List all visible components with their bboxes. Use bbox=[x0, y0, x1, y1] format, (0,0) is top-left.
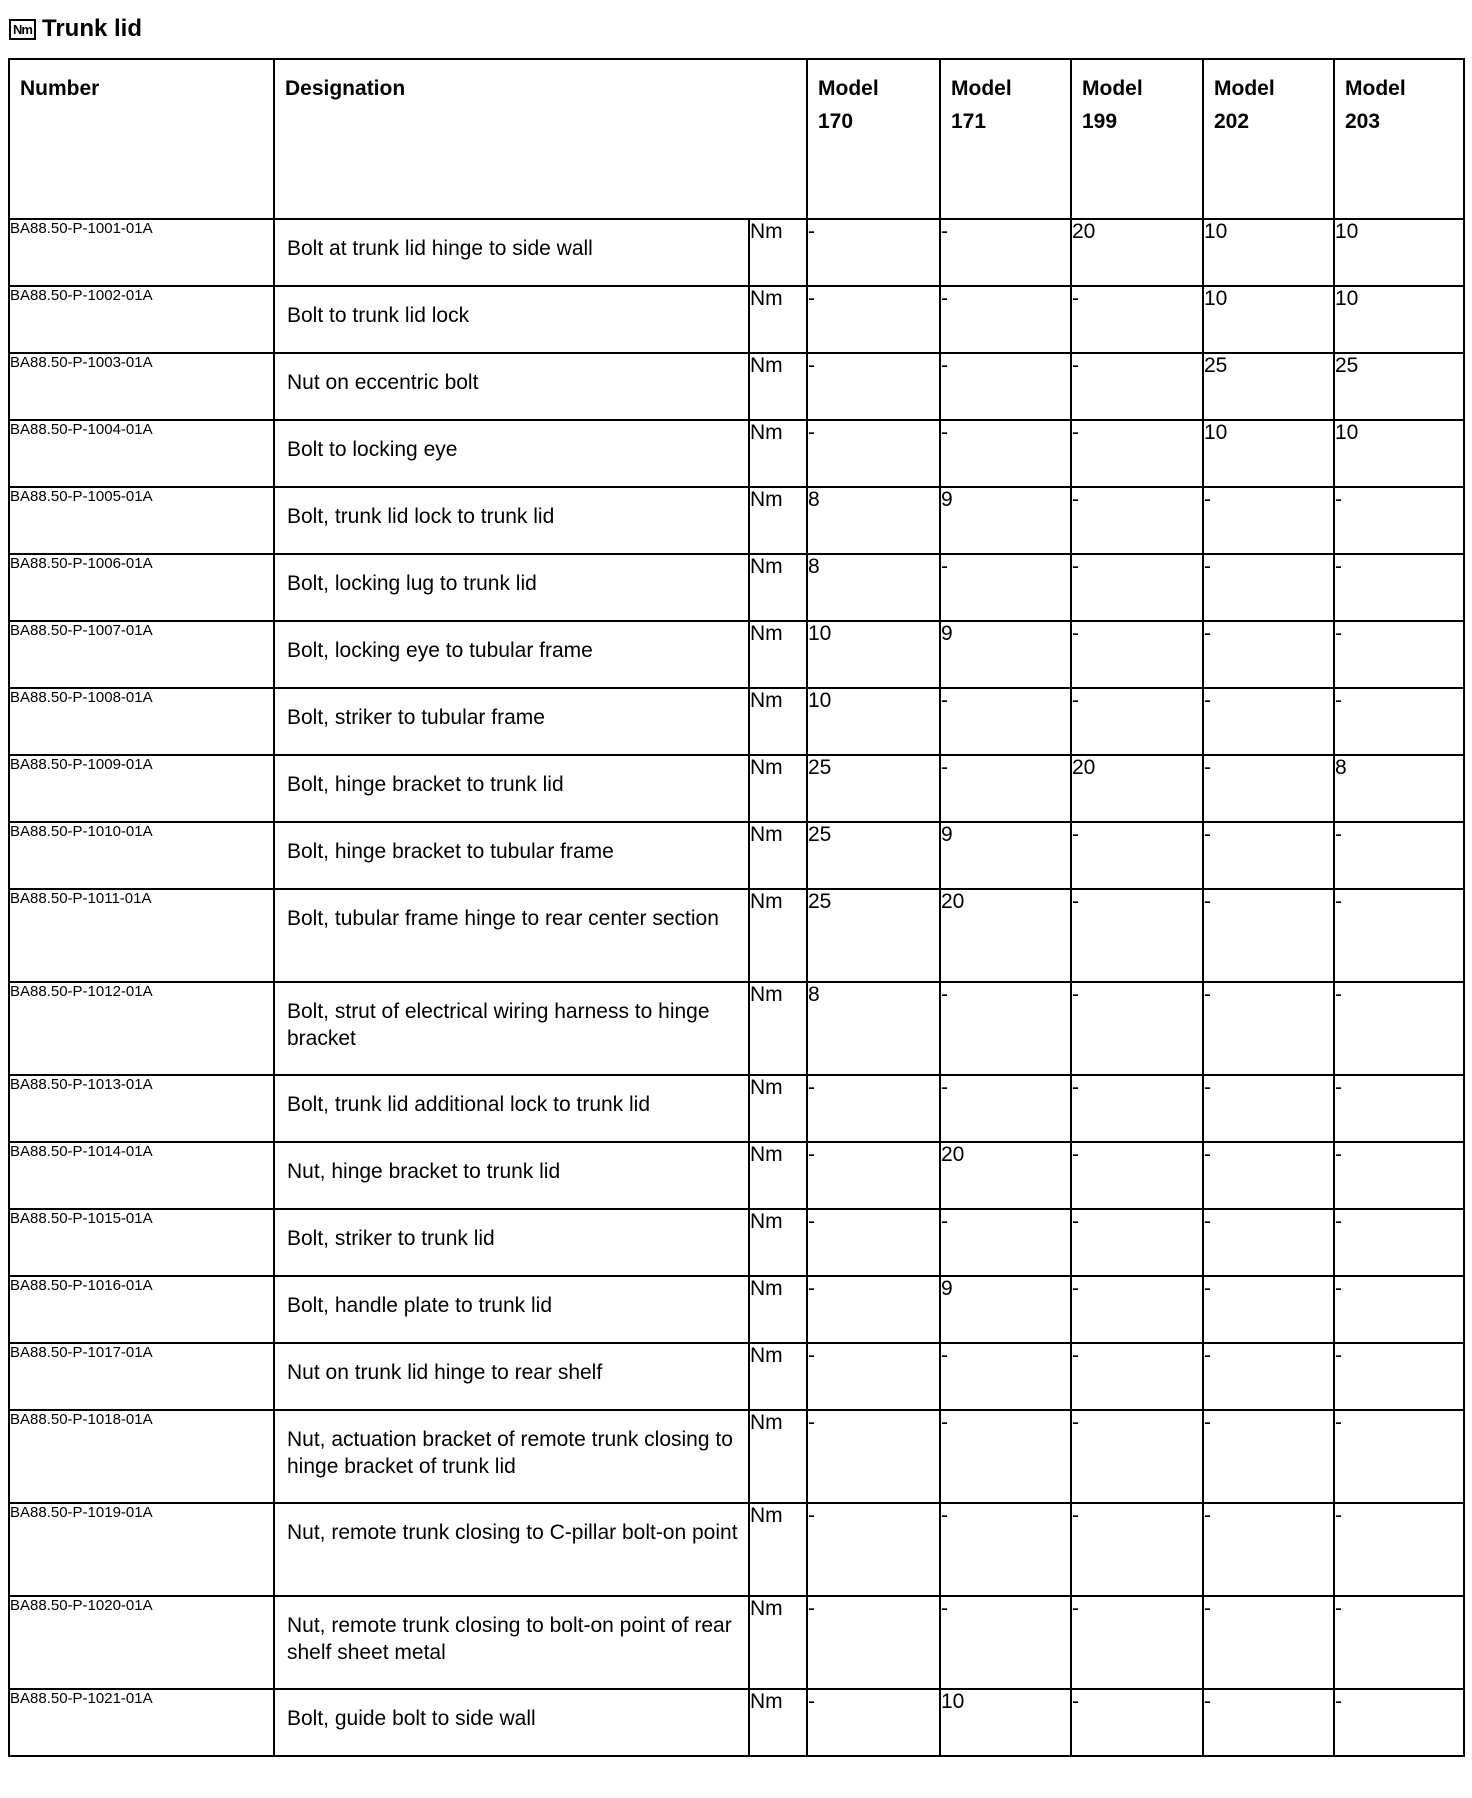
row-value-model-199: - bbox=[1071, 420, 1203, 487]
row-designation: Nut on trunk lid hinge to rear shelf bbox=[287, 1361, 603, 1384]
row-designation: Bolt, hinge bracket to trunk lid bbox=[287, 773, 564, 796]
row-number: BA88.50-P-1008-01A bbox=[9, 688, 274, 755]
row-value-model-171: - bbox=[940, 1343, 1071, 1410]
row-value-model-203: 8 bbox=[1334, 755, 1464, 822]
row-number: BA88.50-P-1011-01A bbox=[9, 889, 274, 982]
row-value-model-170: 8 bbox=[807, 554, 940, 621]
row-designation-cell bbox=[274, 487, 749, 554]
row-designation: Bolt, hinge bracket to tubular frame bbox=[287, 840, 614, 863]
row-unit: Nm bbox=[749, 1075, 807, 1142]
row-unit: Nm bbox=[749, 1410, 807, 1503]
page-title bbox=[9, 14, 142, 44]
table-row bbox=[9, 1689, 1464, 1756]
row-number: BA88.50-P-1019-01A bbox=[9, 1503, 274, 1596]
row-value-model-171: - bbox=[940, 1503, 1071, 1596]
row-number: BA88.50-P-1003-01A bbox=[9, 353, 274, 420]
row-unit: Nm bbox=[749, 1142, 807, 1209]
row-unit: Nm bbox=[749, 286, 807, 353]
row-designation-cell bbox=[274, 1209, 749, 1276]
row-value-model-203: - bbox=[1334, 1503, 1464, 1596]
row-value-model-202: - bbox=[1203, 822, 1334, 889]
row-unit: Nm bbox=[749, 889, 807, 982]
row-value-model-170: - bbox=[807, 1596, 940, 1689]
table-row bbox=[9, 1209, 1464, 1276]
row-value-model-202: - bbox=[1203, 1142, 1334, 1209]
row-value-model-199: - bbox=[1071, 982, 1203, 1075]
row-value-model-199: - bbox=[1071, 688, 1203, 755]
row-value-model-171: - bbox=[940, 554, 1071, 621]
row-number: BA88.50-P-1021-01A bbox=[9, 1689, 274, 1756]
row-number: BA88.50-P-1016-01A bbox=[9, 1276, 274, 1343]
row-designation-cell bbox=[274, 1142, 749, 1209]
row-value-model-203: - bbox=[1334, 487, 1464, 554]
row-number: BA88.50-P-1012-01A bbox=[9, 982, 274, 1075]
row-unit: Nm bbox=[749, 688, 807, 755]
row-value-model-203: - bbox=[1334, 889, 1464, 982]
row-designation: Bolt, guide bolt to side wall bbox=[287, 1707, 536, 1730]
row-number: BA88.50-P-1005-01A bbox=[9, 487, 274, 554]
row-number: BA88.50-P-1018-01A bbox=[9, 1410, 274, 1503]
row-value-model-171: - bbox=[940, 1209, 1071, 1276]
row-value-model-202: - bbox=[1203, 554, 1334, 621]
table-row bbox=[9, 554, 1464, 621]
row-designation: Bolt, striker to trunk lid bbox=[287, 1227, 495, 1250]
row-value-model-171: 9 bbox=[940, 621, 1071, 688]
row-designation: Bolt, tubular frame hinge to rear center section bbox=[287, 907, 719, 930]
row-value-model-171: 9 bbox=[940, 822, 1071, 889]
table-row bbox=[9, 219, 1464, 286]
row-value-model-199: - bbox=[1071, 1689, 1203, 1756]
row-designation: Bolt to locking eye bbox=[287, 438, 458, 461]
row-designation-cell bbox=[274, 353, 749, 420]
table-row bbox=[9, 1075, 1464, 1142]
row-unit: Nm bbox=[749, 219, 807, 286]
row-designation: Bolt, handle plate to trunk lid bbox=[287, 1294, 553, 1317]
row-number: BA88.50-P-1007-01A bbox=[9, 621, 274, 688]
row-value-model-202: - bbox=[1203, 889, 1334, 982]
row-designation: Bolt at trunk lid hinge to side wall bbox=[287, 237, 593, 260]
row-value-model-203: - bbox=[1334, 621, 1464, 688]
row-value-model-199: 20 bbox=[1071, 219, 1203, 286]
row-unit: Nm bbox=[749, 1503, 807, 1596]
row-value-model-203: - bbox=[1334, 1343, 1464, 1410]
row-unit: Nm bbox=[749, 822, 807, 889]
table-row bbox=[9, 353, 1464, 420]
torque-spec-table bbox=[8, 58, 1465, 1757]
row-designation-cell bbox=[274, 688, 749, 755]
row-number: BA88.50-P-1015-01A bbox=[9, 1209, 274, 1276]
row-value-model-199: - bbox=[1071, 1503, 1203, 1596]
row-value-model-203: - bbox=[1334, 1276, 1464, 1343]
table-row bbox=[9, 822, 1464, 889]
row-unit: Nm bbox=[749, 554, 807, 621]
row-value-model-202: 25 bbox=[1203, 353, 1334, 420]
row-designation-cell bbox=[274, 554, 749, 621]
row-value-model-203: - bbox=[1334, 1142, 1464, 1209]
header-designation: Designation bbox=[274, 59, 807, 219]
row-value-model-202: - bbox=[1203, 1276, 1334, 1343]
row-value-model-202: 10 bbox=[1203, 286, 1334, 353]
row-value-model-199: - bbox=[1071, 1075, 1203, 1142]
row-value-model-202: - bbox=[1203, 1689, 1334, 1756]
row-value-model-202: - bbox=[1203, 1503, 1334, 1596]
row-value-model-170: - bbox=[807, 420, 940, 487]
row-value-model-202: - bbox=[1203, 1343, 1334, 1410]
row-value-model-171: - bbox=[940, 688, 1071, 755]
row-value-model-199: - bbox=[1071, 1410, 1203, 1503]
row-unit: Nm bbox=[749, 1209, 807, 1276]
row-unit: Nm bbox=[749, 353, 807, 420]
row-value-model-203: - bbox=[1334, 822, 1464, 889]
row-value-model-202: - bbox=[1203, 1075, 1334, 1142]
row-designation-cell bbox=[274, 621, 749, 688]
row-designation: Nut, remote trunk closing to bolt-on point of rear shelf sheet metal bbox=[287, 1614, 732, 1664]
row-value-model-202: - bbox=[1203, 621, 1334, 688]
row-value-model-171: - bbox=[940, 420, 1071, 487]
row-designation-cell bbox=[274, 286, 749, 353]
row-value-model-199: - bbox=[1071, 353, 1203, 420]
row-value-model-202: - bbox=[1203, 487, 1334, 554]
table-row bbox=[9, 621, 1464, 688]
row-designation-cell bbox=[274, 822, 749, 889]
row-value-model-171: 9 bbox=[940, 1276, 1071, 1343]
row-unit: Nm bbox=[749, 1343, 807, 1410]
row-designation-cell bbox=[274, 1503, 749, 1596]
row-value-model-171: - bbox=[940, 1596, 1071, 1689]
row-value-model-202: 10 bbox=[1203, 420, 1334, 487]
row-designation-cell bbox=[274, 1596, 749, 1689]
row-designation-cell bbox=[274, 982, 749, 1075]
row-designation: Bolt to trunk lid lock bbox=[287, 304, 470, 327]
row-number: BA88.50-P-1014-01A bbox=[9, 1142, 274, 1209]
row-value-model-170: 25 bbox=[807, 889, 940, 982]
row-value-model-171: - bbox=[940, 286, 1071, 353]
row-designation: Bolt, strut of electrical wiring harness to hinge bracket bbox=[287, 1000, 710, 1050]
row-value-model-203: - bbox=[1334, 982, 1464, 1075]
row-value-model-170: 25 bbox=[807, 755, 940, 822]
row-number: BA88.50-P-1004-01A bbox=[9, 420, 274, 487]
row-value-model-203: - bbox=[1334, 1596, 1464, 1689]
table-row bbox=[9, 286, 1464, 353]
row-value-model-171: 9 bbox=[940, 487, 1071, 554]
row-value-model-171: - bbox=[940, 1075, 1071, 1142]
row-value-model-202: 10 bbox=[1203, 219, 1334, 286]
row-value-model-170: - bbox=[807, 1276, 940, 1343]
row-designation: Bolt, locking lug to trunk lid bbox=[287, 572, 537, 595]
table-row bbox=[9, 1410, 1464, 1503]
row-value-model-199: - bbox=[1071, 1596, 1203, 1689]
row-value-model-170: 8 bbox=[807, 487, 940, 554]
row-value-model-203: - bbox=[1334, 1209, 1464, 1276]
table-header-row bbox=[9, 59, 1464, 219]
table-row bbox=[9, 1276, 1464, 1343]
row-unit: Nm bbox=[749, 420, 807, 487]
row-designation-cell bbox=[274, 755, 749, 822]
row-value-model-199: - bbox=[1071, 621, 1203, 688]
row-value-model-202: - bbox=[1203, 982, 1334, 1075]
row-value-model-199: - bbox=[1071, 1343, 1203, 1410]
header-model-171: Model 171 bbox=[940, 59, 1071, 219]
row-value-model-199: - bbox=[1071, 889, 1203, 982]
row-value-model-170: - bbox=[807, 1075, 940, 1142]
table-row bbox=[9, 1596, 1464, 1689]
row-value-model-171: - bbox=[940, 1410, 1071, 1503]
row-designation-cell bbox=[274, 420, 749, 487]
row-value-model-170: - bbox=[807, 353, 940, 420]
row-value-model-170: - bbox=[807, 1689, 940, 1756]
row-value-model-202: - bbox=[1203, 1209, 1334, 1276]
row-unit: Nm bbox=[749, 621, 807, 688]
table-row bbox=[9, 1142, 1464, 1209]
header-model-170: Model 170 bbox=[807, 59, 940, 219]
row-designation-cell bbox=[274, 1410, 749, 1503]
row-value-model-170: - bbox=[807, 1503, 940, 1596]
row-value-model-202: - bbox=[1203, 688, 1334, 755]
row-designation-cell bbox=[274, 889, 749, 982]
row-value-model-202: - bbox=[1203, 755, 1334, 822]
row-value-model-171: - bbox=[940, 982, 1071, 1075]
row-number: BA88.50-P-1010-01A bbox=[9, 822, 274, 889]
row-designation: Bolt, striker to tubular frame bbox=[287, 706, 545, 729]
row-unit: Nm bbox=[749, 755, 807, 822]
row-value-model-170: - bbox=[807, 1142, 940, 1209]
row-value-model-203: 10 bbox=[1334, 420, 1464, 487]
row-value-model-170: - bbox=[807, 1410, 940, 1503]
row-value-model-199: - bbox=[1071, 1142, 1203, 1209]
row-value-model-202: - bbox=[1203, 1410, 1334, 1503]
header-number: Number bbox=[9, 59, 274, 219]
row-value-model-171: 20 bbox=[940, 889, 1071, 982]
table-row bbox=[9, 1343, 1464, 1410]
page-title-text: Trunk lid bbox=[42, 15, 143, 42]
row-value-model-170: - bbox=[807, 286, 940, 353]
torque-nm-icon: Nm bbox=[9, 19, 36, 40]
row-value-model-171: 10 bbox=[940, 1689, 1071, 1756]
table-row bbox=[9, 755, 1464, 822]
table-row bbox=[9, 982, 1464, 1075]
row-value-model-171: - bbox=[940, 353, 1071, 420]
row-value-model-199: 20 bbox=[1071, 755, 1203, 822]
row-value-model-171: - bbox=[940, 755, 1071, 822]
row-value-model-202: - bbox=[1203, 1596, 1334, 1689]
row-designation: Bolt, locking eye to tubular frame bbox=[287, 639, 593, 662]
row-unit: Nm bbox=[749, 982, 807, 1075]
row-value-model-170: 10 bbox=[807, 621, 940, 688]
row-value-model-170: - bbox=[807, 1343, 940, 1410]
row-designation-cell bbox=[274, 1075, 749, 1142]
table-row bbox=[9, 420, 1464, 487]
row-value-model-199: - bbox=[1071, 554, 1203, 621]
row-number: BA88.50-P-1001-01A bbox=[9, 219, 274, 286]
row-value-model-203: - bbox=[1334, 688, 1464, 755]
row-designation: Bolt, trunk lid lock to trunk lid bbox=[287, 505, 555, 528]
row-value-model-199: - bbox=[1071, 822, 1203, 889]
row-value-model-170: 25 bbox=[807, 822, 940, 889]
row-number: BA88.50-P-1020-01A bbox=[9, 1596, 274, 1689]
header-model-203: Model 203 bbox=[1334, 59, 1464, 219]
row-designation: Nut on eccentric bolt bbox=[287, 371, 479, 394]
row-value-model-199: - bbox=[1071, 1276, 1203, 1343]
row-value-model-199: - bbox=[1071, 286, 1203, 353]
row-value-model-171: 20 bbox=[940, 1142, 1071, 1209]
row-value-model-203: - bbox=[1334, 1689, 1464, 1756]
row-designation-cell bbox=[274, 1276, 749, 1343]
row-number: BA88.50-P-1017-01A bbox=[9, 1343, 274, 1410]
row-value-model-203: - bbox=[1334, 1410, 1464, 1503]
row-designation: Nut, actuation bracket of remote trunk closing to hinge bracket of trunk lid bbox=[287, 1428, 733, 1478]
row-number: BA88.50-P-1002-01A bbox=[9, 286, 274, 353]
row-designation: Nut, remote trunk closing to C-pillar bolt-on point bbox=[287, 1521, 738, 1544]
row-number: BA88.50-P-1013-01A bbox=[9, 1075, 274, 1142]
header-model-202: Model 202 bbox=[1203, 59, 1334, 219]
row-value-model-203: - bbox=[1334, 1075, 1464, 1142]
row-designation-cell bbox=[274, 1689, 749, 1756]
row-value-model-199: - bbox=[1071, 487, 1203, 554]
row-designation-cell bbox=[274, 1343, 749, 1410]
header-model-199: Model 199 bbox=[1071, 59, 1203, 219]
row-unit: Nm bbox=[749, 1596, 807, 1689]
row-unit: Nm bbox=[749, 487, 807, 554]
row-value-model-171: - bbox=[940, 219, 1071, 286]
row-value-model-203: - bbox=[1334, 554, 1464, 621]
row-value-model-170: - bbox=[807, 1209, 940, 1276]
row-unit: Nm bbox=[749, 1689, 807, 1756]
row-value-model-203: 25 bbox=[1334, 353, 1464, 420]
table-row bbox=[9, 1503, 1464, 1596]
row-value-model-170: 8 bbox=[807, 982, 940, 1075]
row-designation: Nut, hinge bracket to trunk lid bbox=[287, 1160, 561, 1183]
row-value-model-199: - bbox=[1071, 1209, 1203, 1276]
row-unit: Nm bbox=[749, 1276, 807, 1343]
row-designation: Bolt, trunk lid additional lock to trunk lid bbox=[287, 1093, 651, 1116]
table-row bbox=[9, 889, 1464, 982]
row-designation-cell bbox=[274, 219, 749, 286]
row-number: BA88.50-P-1006-01A bbox=[9, 554, 274, 621]
row-value-model-203: 10 bbox=[1334, 219, 1464, 286]
row-value-model-203: 10 bbox=[1334, 286, 1464, 353]
row-value-model-170: - bbox=[807, 219, 940, 286]
table-row bbox=[9, 487, 1464, 554]
row-value-model-170: 10 bbox=[807, 688, 940, 755]
table-row bbox=[9, 688, 1464, 755]
row-number: BA88.50-P-1009-01A bbox=[9, 755, 274, 822]
